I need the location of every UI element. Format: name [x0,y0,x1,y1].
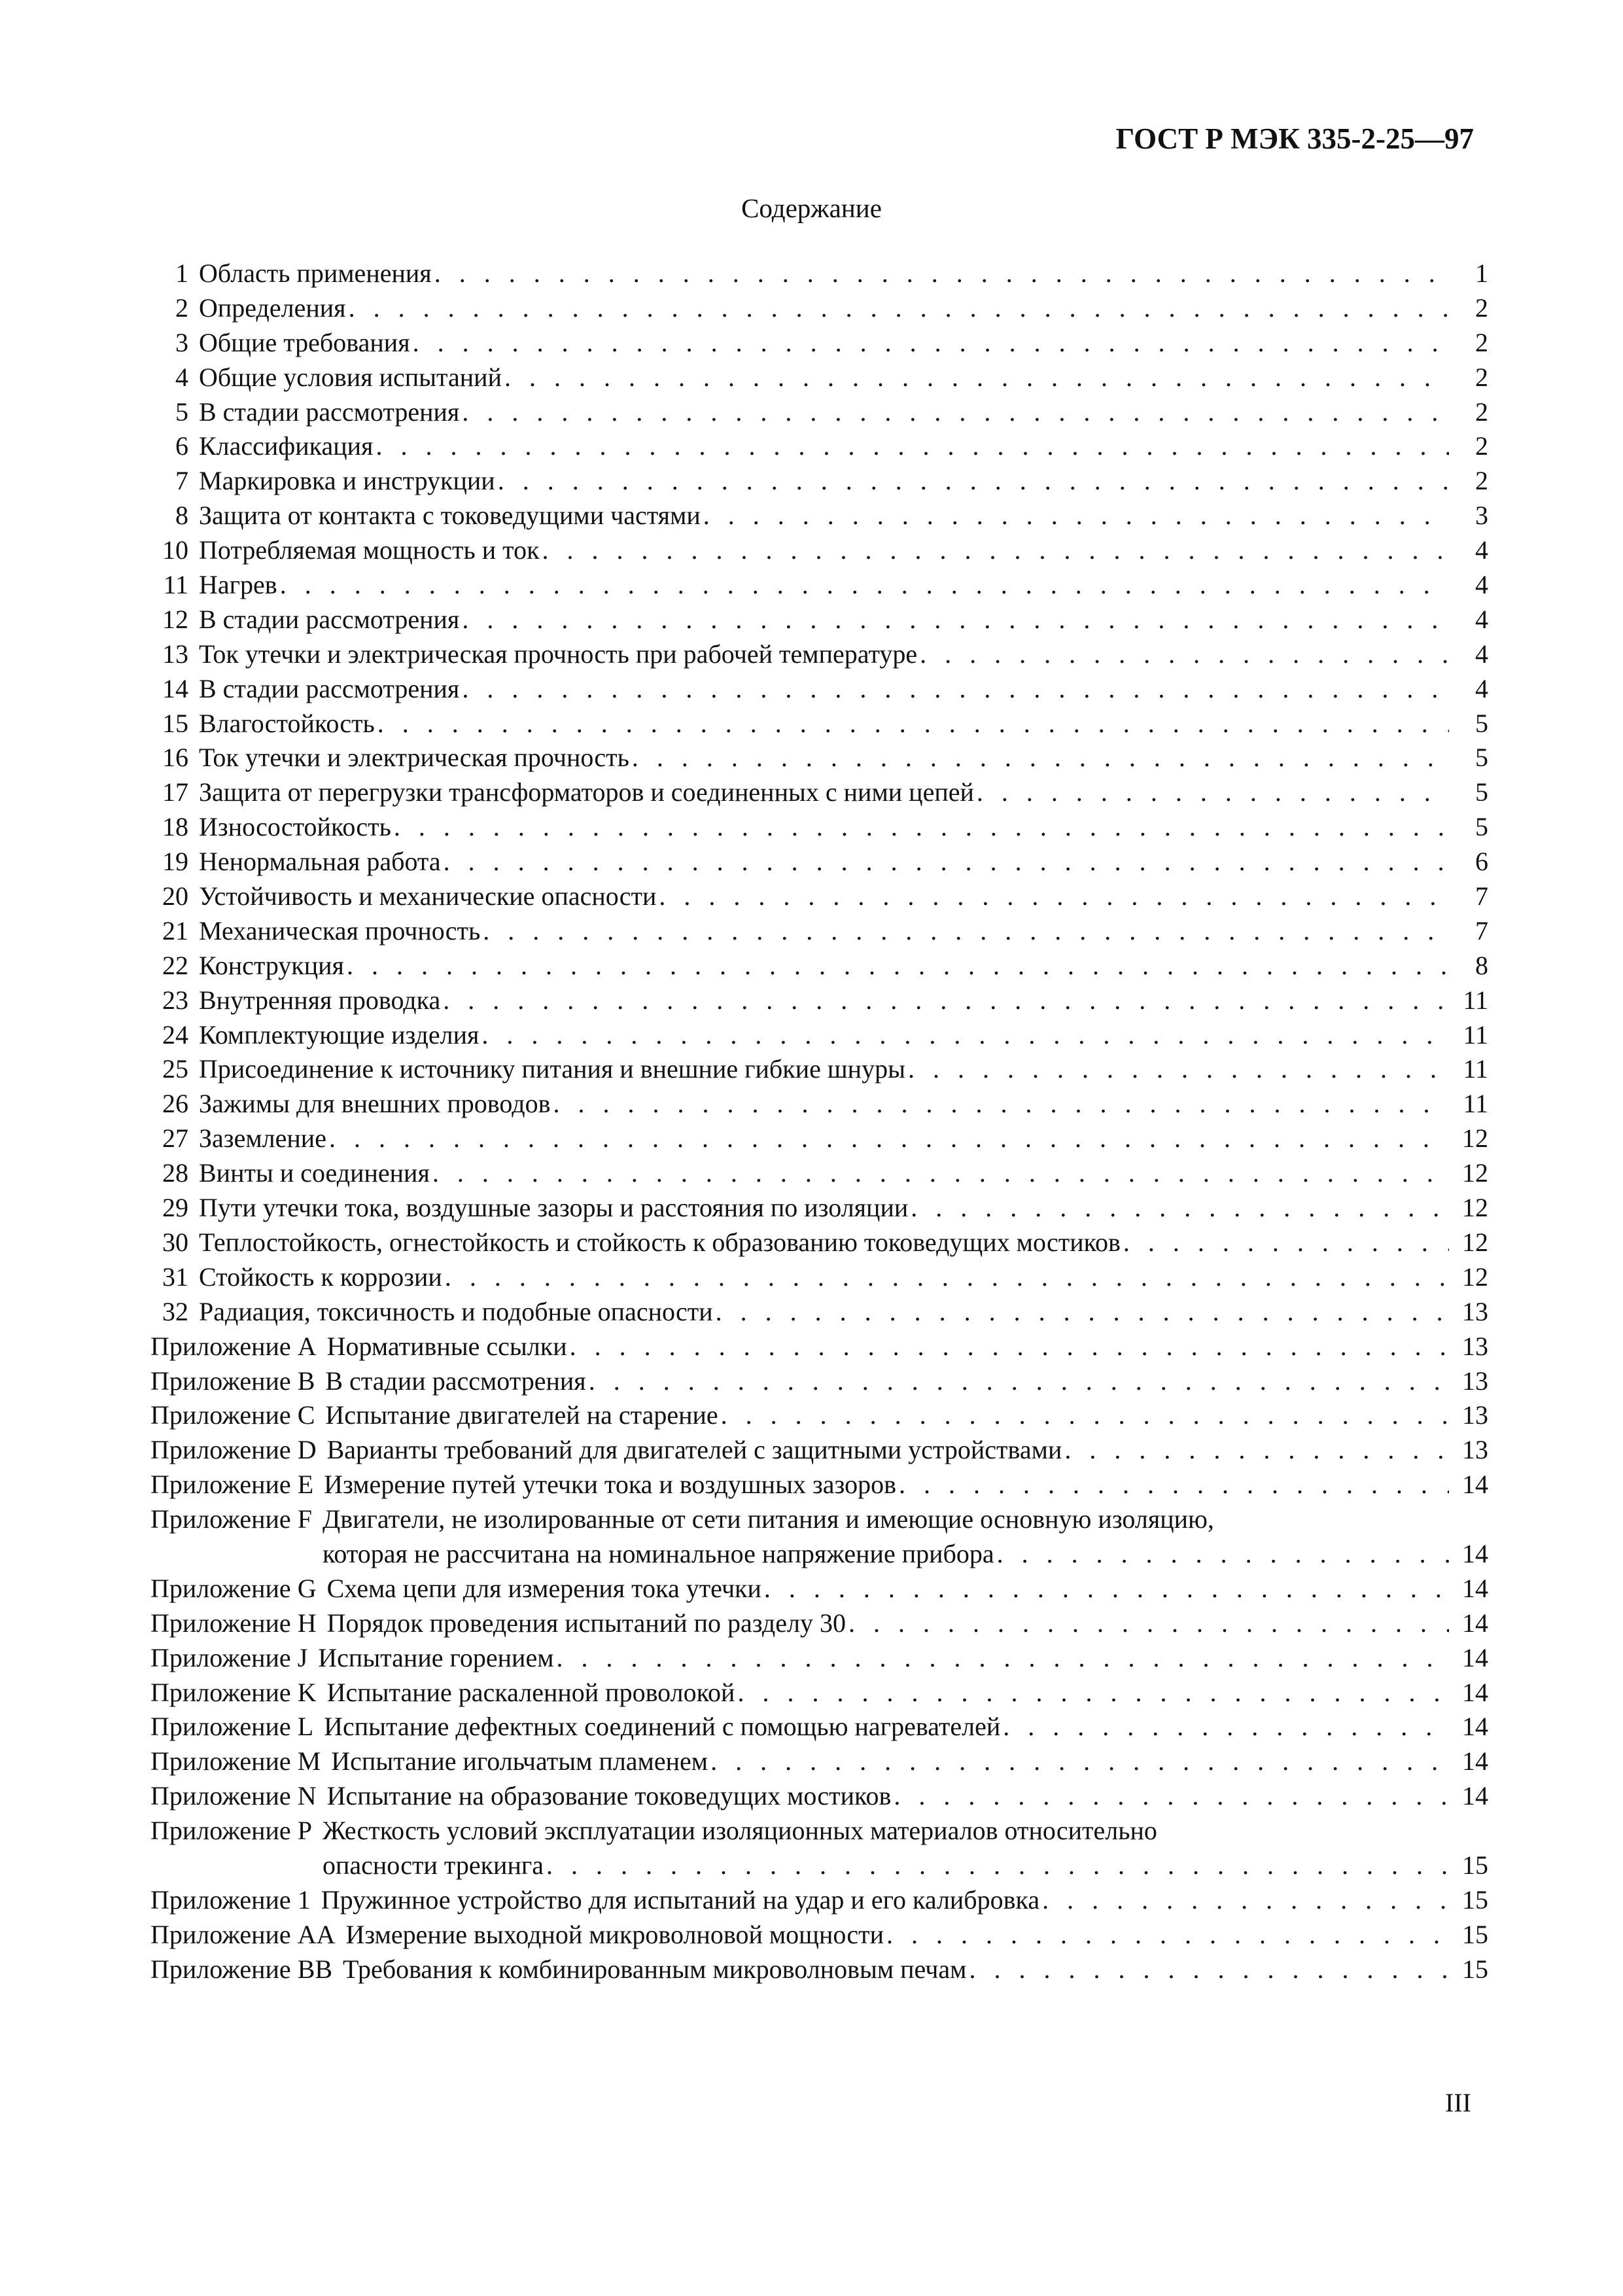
section-number: 28 [162,1158,188,1188]
dot-leader [920,639,1449,669]
appendix-title-continuation-line [150,1850,1488,1884]
section-number: 26 [162,1089,188,1119]
section-title: Внутренняя проводка [199,985,441,1015]
dot-leader [542,535,1449,565]
section-number: 8 [175,501,188,531]
page-ref: 14 [1462,1677,1488,1707]
page-ref: 12 [1462,1227,1488,1257]
toc-appendix-entry[interactable] [150,1400,1488,1434]
toc-entry[interactable] [150,950,1488,985]
dot-leader [894,1780,1449,1811]
section-title: Ток утечки и электрическая прочность [199,743,629,773]
section-title: Защита от перегрузки трансформаторов и соединенных с ними цепей [199,777,974,807]
page-ref: 11 [1463,1019,1488,1050]
toc-entry[interactable] [150,777,1488,811]
section-title: Зажимы для внешних проводов [199,1089,551,1119]
page-ref: 1 [1475,258,1488,288]
dot-leader [557,1642,1449,1673]
toc-entry[interactable] [150,1227,1488,1262]
toc-entry[interactable] [150,1053,1488,1088]
appendix-label: Приложение M [150,1746,321,1776]
dot-leader [721,1400,1449,1430]
section-title: Область применения [199,258,432,288]
section-title: Конструкция [199,950,344,980]
section-number: 20 [162,881,188,911]
section-title: Потребляемая мощность и ток [199,535,540,565]
section-title: Ненормальная работа [199,847,441,877]
dot-leader [413,327,1449,358]
toc-entry[interactable] [150,1262,1488,1296]
section-title: Классификация [199,431,374,461]
page-ref: 14 [1462,1781,1488,1811]
dot-leader [546,1850,1449,1881]
appendix-title-continuation-line [150,1538,1488,1573]
toc-entry[interactable] [150,1157,1488,1192]
dot-leader [716,1296,1449,1327]
section-number: 7 [175,466,188,496]
dot-leader [911,1192,1449,1223]
page-ref: 2 [1475,292,1488,323]
appendix-label: Приложение K [150,1677,317,1707]
section-title: Теплостойкость, огнестойкость и стойкость к образованию токоведущих мостиков [199,1227,1121,1257]
toc-entry[interactable] [150,985,1488,1019]
toc-entry[interactable] [150,915,1488,950]
section-title: Механическая прочность [199,915,481,945]
toc-entry[interactable] [150,397,1488,431]
toc-entry[interactable] [150,742,1488,777]
appendix-title: Испытание двигателей на старение [325,1400,718,1430]
toc-appendix-entry[interactable] [150,1711,1488,1746]
dot-leader [483,915,1449,946]
section-title: В стадии рассмотрения [199,397,460,427]
page-ref: 14 [1462,1470,1488,1500]
section-title: Пути утечки тока, воздушные зазоры и расстояния по изоляции [199,1193,909,1223]
appendix-label: Приложение BB [150,1954,333,1984]
toc-entry[interactable] [150,604,1488,639]
page-ref: 2 [1475,397,1488,427]
section-number: 2 [175,292,188,323]
appendix-title-continuation: которая не рассчитана на номинальное напряжение прибора [322,1538,994,1568]
page-ref: 14 [1462,1746,1488,1776]
section-title: Определения [199,292,346,323]
dot-leader [969,1954,1449,1985]
appendix-label: Приложение N [150,1781,317,1811]
appendix-title: Нормативные ссылки [326,1331,567,1361]
appendix-label: Приложение E [150,1470,314,1500]
section-title: Общие условия испытаний [199,362,502,392]
section-title: Износостойкость [199,812,391,842]
section-number: 22 [162,950,188,980]
dot-leader [377,708,1449,739]
section-number: 30 [162,1227,188,1257]
dot-leader [444,846,1449,877]
toc-entry[interactable] [150,535,1488,569]
section-number: 25 [162,1054,188,1084]
appendix-title: Порядок проведения испытаний по разделу 30 [326,1608,846,1638]
section-number: 32 [162,1296,188,1326]
page-ref: 2 [1475,327,1488,357]
toc-appendix-entry[interactable] [150,1469,1488,1504]
section-number: 17 [162,777,188,807]
appendix-label: Приложение G [150,1573,317,1603]
dot-leader [553,1088,1450,1119]
toc-appendix-entry[interactable] [150,1919,1488,1954]
appendix-label: Приложение F [150,1504,312,1534]
section-number: 24 [162,1019,188,1050]
toc-entry[interactable] [150,708,1488,743]
page-ref: 2 [1475,362,1488,392]
dot-leader [462,397,1449,427]
section-number: 10 [162,535,188,565]
dot-leader [710,1746,1449,1776]
dot-leader [504,362,1449,393]
dot-leader [659,881,1449,911]
dot-leader [703,500,1449,531]
page-number: III [1445,2088,1471,2117]
toc-entry[interactable] [150,500,1488,535]
section-number: 31 [162,1262,188,1292]
appendix-title: Испытание раскаленной проволокой [326,1677,735,1707]
section-title: Маркировка и инструкции [199,466,495,496]
appendix-title: Двигатели, не изолированные от сети питания и имеющие основную изоляцию, [322,1504,1214,1534]
page-ref: 4 [1475,673,1488,703]
document-header: ГОСТ Р МЭК 335-2-25—97 [1115,122,1474,155]
page-ref: 5 [1475,743,1488,773]
toc-entry[interactable] [150,639,1488,673]
appendix-label: Приложение H [150,1608,317,1638]
page-ref: 14 [1462,1608,1488,1638]
section-number: 15 [162,708,188,738]
page-ref: 4 [1475,604,1488,634]
toc-entry[interactable] [150,1296,1488,1331]
toc-entry[interactable] [150,1088,1488,1123]
dot-leader [481,1019,1449,1050]
page-ref: 11 [1463,1089,1488,1119]
section-number: 14 [162,673,188,703]
page-ref: 14 [1462,1573,1488,1603]
toc-appendix-entry[interactable] [150,1746,1488,1780]
dot-leader [349,292,1449,323]
dot-leader [1042,1884,1449,1915]
toc-entry[interactable] [150,846,1488,881]
section-number: 19 [162,847,188,877]
toc-title: Содержание [741,193,882,223]
page-ref: 11 [1463,1054,1488,1084]
toc-entry[interactable] [150,327,1488,362]
page-ref: 7 [1475,915,1488,945]
dot-leader [908,1053,1449,1084]
dot-leader [977,777,1449,807]
appendix-title: Испытание горением [318,1642,554,1672]
page-ref: 13 [1462,1296,1488,1326]
toc-appendix-entry[interactable] [150,1504,1488,1538]
section-title: В стадии рассмотрения [199,604,460,634]
appendix-title: Испытание игольчатым пламенем [331,1746,708,1776]
section-number: 13 [162,639,188,669]
section-title: Заземление [199,1123,326,1154]
appendix-title: В стадии рассмотрения [325,1366,586,1396]
appendix-label: Приложение AA [150,1919,336,1949]
toc-appendix-entry[interactable] [150,1573,1488,1608]
dot-leader [570,1331,1449,1362]
dot-leader [462,673,1449,704]
appendix-title: Испытание дефектных соединений с помощью нагревателей [324,1712,1001,1742]
page-ref: 6 [1475,847,1488,877]
dot-leader [432,1157,1449,1188]
dot-leader [498,465,1449,496]
page-ref: 14 [1462,1538,1488,1568]
section-number: 18 [162,812,188,842]
appendix-label: Приложение J [150,1642,308,1672]
appendix-title: Испытание на образование токоведущих мостиков [326,1781,892,1811]
section-title: Присоединение к источнику питания и внешние гибкие шнуры [199,1054,905,1084]
section-title: Защита от контакта с токоведущими частями [199,501,701,531]
section-number: 3 [175,327,188,357]
page-ref: 5 [1475,777,1488,807]
page-ref: 2 [1475,466,1488,496]
dot-leader [1003,1711,1449,1742]
toc-entry[interactable] [150,881,1488,915]
dot-leader [394,811,1449,842]
dot-leader [347,950,1449,981]
toc-entry[interactable] [150,1192,1488,1227]
page-ref: 13 [1462,1400,1488,1430]
section-number: 1 [175,258,188,288]
section-number: 5 [175,397,188,427]
page-ref: 15 [1462,1919,1488,1949]
dot-leader [280,569,1449,600]
section-title: В стадии рассмотрения [199,673,460,703]
page-ref: 15 [1462,1850,1488,1880]
page-ref: 13 [1462,1366,1488,1396]
page-ref: 12 [1462,1193,1488,1223]
toc-entry[interactable] [150,1019,1488,1054]
dot-leader [329,1123,1449,1154]
section-title: Радиация, токсичность и подобные опасности [199,1296,713,1326]
appendix-title: Требования к комбинированным микроволновым печам [343,1954,967,1984]
toc-appendix-entry[interactable] [150,1366,1488,1400]
section-number: 21 [162,915,188,945]
section-title: Общие требования [199,327,410,357]
toc-entry[interactable] [150,362,1488,397]
appendix-label: Приложение L [150,1712,314,1742]
page-ref: 4 [1475,570,1488,600]
dot-leader [737,1677,1449,1708]
toc-entry[interactable] [150,1123,1488,1157]
dot-leader [899,1469,1449,1500]
dot-leader [632,742,1449,773]
section-number: 23 [162,985,188,1015]
page-ref: 14 [1462,1642,1488,1672]
section-number: 12 [162,604,188,634]
page-ref: 8 [1475,950,1488,980]
page-ref: 5 [1475,708,1488,738]
section-number: 29 [162,1193,188,1223]
toc-appendix-entry[interactable] [150,1331,1488,1366]
appendix-label: Приложение C [150,1400,315,1430]
appendix-label: Приложение 1 [150,1884,311,1915]
section-title: Устойчивость и механические опасности [199,881,657,911]
appendix-title: Измерение путей утечки тока и воздушных зазоров [324,1470,896,1500]
dot-leader [434,258,1449,289]
toc-entry[interactable] [150,673,1488,708]
dot-leader [462,604,1449,635]
toc-appendix-entry[interactable] [150,1434,1488,1469]
dot-leader [848,1608,1449,1638]
dot-leader [589,1366,1449,1396]
section-number: 6 [175,431,188,461]
section-number: 16 [162,743,188,773]
appendix-title: Жесткость условий эксплуатации изоляционных материалов относительно [322,1816,1157,1846]
page-ref: 4 [1475,535,1488,565]
page-ref: 2 [1475,431,1488,461]
dot-leader [997,1538,1449,1569]
page-ref: 13 [1462,1331,1488,1361]
toc-entry[interactable] [150,292,1488,327]
page-ref: 7 [1475,881,1488,911]
dot-leader [1064,1434,1449,1465]
toc-appendix-entry[interactable] [150,1954,1488,1988]
appendix-title: Измерение выходной микроволновой мощности [345,1919,884,1949]
section-number: 4 [175,362,188,392]
section-number: 11 [163,570,188,600]
toc-entry[interactable] [150,431,1488,465]
dot-leader [375,431,1449,461]
appendix-title: Пружинное устройство для испытаний на удар и его калибровка [321,1884,1040,1915]
page-ref: 14 [1462,1712,1488,1742]
toc-appendix-entry[interactable] [150,1815,1488,1850]
section-title: Ток утечки и электрическая прочность при рабочей температуре [199,639,918,669]
toc-appendix-entry[interactable] [150,1780,1488,1815]
page-ref: 12 [1462,1158,1488,1188]
page-ref: 3 [1475,501,1488,531]
appendix-label: Приложение P [150,1816,312,1846]
dot-leader [764,1573,1449,1604]
appendix-label: Приложение B [150,1366,315,1396]
page-ref: 12 [1462,1123,1488,1154]
toc-appendix-entry[interactable] [150,1884,1488,1919]
section-number: 27 [162,1123,188,1154]
page-ref: 11 [1463,985,1488,1015]
dot-leader [886,1919,1449,1950]
section-title: Нагрев [199,570,277,600]
page-ref: 15 [1462,1954,1488,1984]
section-title: Винты и соединения [199,1158,430,1188]
section-title: Комплектующие изделия [199,1019,480,1050]
table-of-contents [150,258,1488,1988]
appendix-label: Приложение A [150,1331,317,1361]
toc-entry[interactable] [150,811,1488,846]
toc-entry[interactable] [150,258,1488,292]
appendix-title: Варианты требований для двигателей с защитными устройствами [326,1435,1062,1465]
toc-appendix-entry[interactable] [150,1608,1488,1642]
appendix-title: Схема цепи для измерения тока утечки [326,1573,761,1603]
toc-appendix-entry[interactable] [150,1677,1488,1712]
page-ref: 5 [1475,812,1488,842]
toc-appendix-entry[interactable] [150,1642,1488,1677]
page-ref: 12 [1462,1262,1488,1292]
page-ref: 13 [1462,1435,1488,1465]
dot-leader [445,1262,1449,1292]
page-ref: 4 [1475,639,1488,669]
section-title: Влагостойкость [199,708,375,738]
appendix-label: Приложение D [150,1435,317,1465]
dot-leader [443,985,1449,1016]
toc-entry[interactable] [150,465,1488,500]
toc-entry[interactable] [150,569,1488,604]
section-title: Стойкость к коррозии [199,1262,442,1292]
dot-leader [1123,1227,1449,1258]
appendix-title-continuation: опасности трекинга [322,1850,544,1880]
page-ref: 15 [1462,1884,1488,1915]
